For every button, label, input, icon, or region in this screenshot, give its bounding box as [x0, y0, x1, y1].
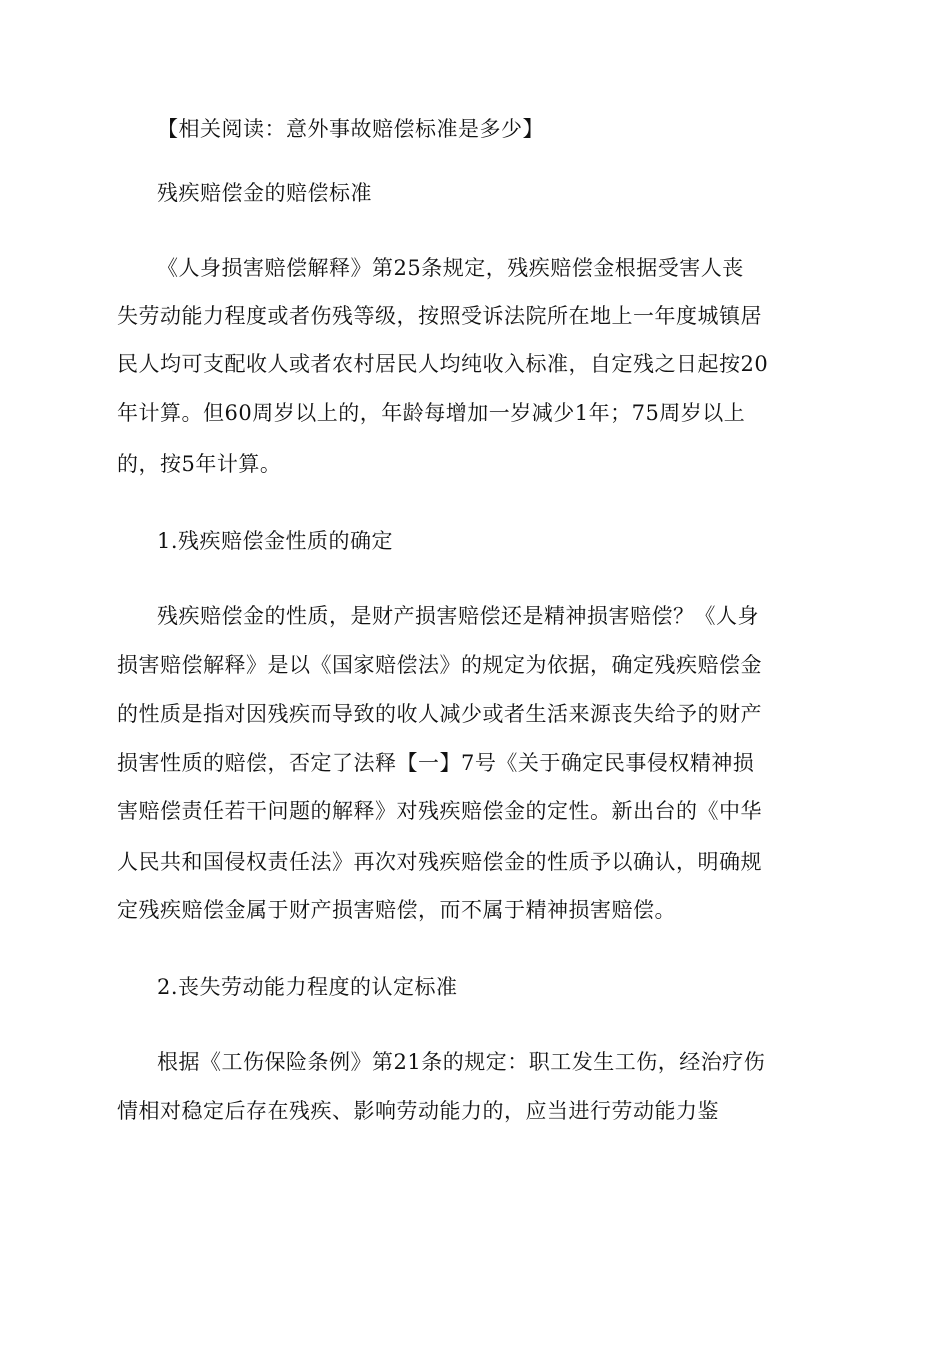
paragraph-line: 残疾赔偿金的性质，是财产损害赔偿还是精神损害赔偿？《人身	[157, 604, 759, 628]
paragraph-line: 失劳动能力程度或者伤残等级，按照受诉法院所在地上一年度城镇居	[117, 304, 762, 328]
paragraph-line: 损害赔偿解释》是以《国家赔偿法》的规定为依据，确定残疾赔偿金	[117, 653, 762, 677]
heading-1: 1.残疾赔偿金性质的确定	[157, 529, 394, 553]
paragraph-line: 情相对稳定后存在残疾、影响劳动能力的，应当进行劳动能力鉴	[117, 1099, 719, 1123]
paragraph-line: 民人均可支配收人或者农村居民人均纯收入标准，自定残之日起按20	[117, 352, 769, 376]
paragraph-line: 的性质是指对因残疾而导致的收人减少或者生活来源丧失给予的财产	[117, 702, 762, 726]
paragraph-line: 根据《工伤保险条例》第21条的规定：职工发生工伤，经治疗伤	[157, 1050, 766, 1074]
paragraph-line: 的，按5年计算。	[117, 452, 282, 476]
paragraph-line: 定残疾赔偿金属于财产损害赔偿，而不属于精神损害赔偿。	[117, 898, 676, 922]
paragraph-line: 损害性质的赔偿，否定了法释【一】7号《关于确定民事侵权精神损	[117, 751, 755, 775]
related-reading: 【相关阅读：意外事故赔偿标准是多少】	[157, 117, 544, 141]
paragraph-line: 害赔偿责任若干问题的解释》对残疾赔偿金的定性。新出台的《中华	[117, 799, 762, 823]
section-title: 残疾赔偿金的赔偿标准	[157, 181, 372, 205]
heading-2: 2.丧失劳动能力程度的认定标准	[157, 975, 458, 999]
paragraph-line: 年计算。但60周岁以上的，年龄每增加一岁减少1年；75周岁以上	[117, 401, 746, 425]
paragraph-line: 《人身损害赔偿解释》第25条规定，残疾赔偿金根据受害人丧	[157, 256, 744, 280]
paragraph-line: 人民共和国侵权责任法》再次对残疾赔偿金的性质予以确认，明确规	[117, 850, 762, 874]
